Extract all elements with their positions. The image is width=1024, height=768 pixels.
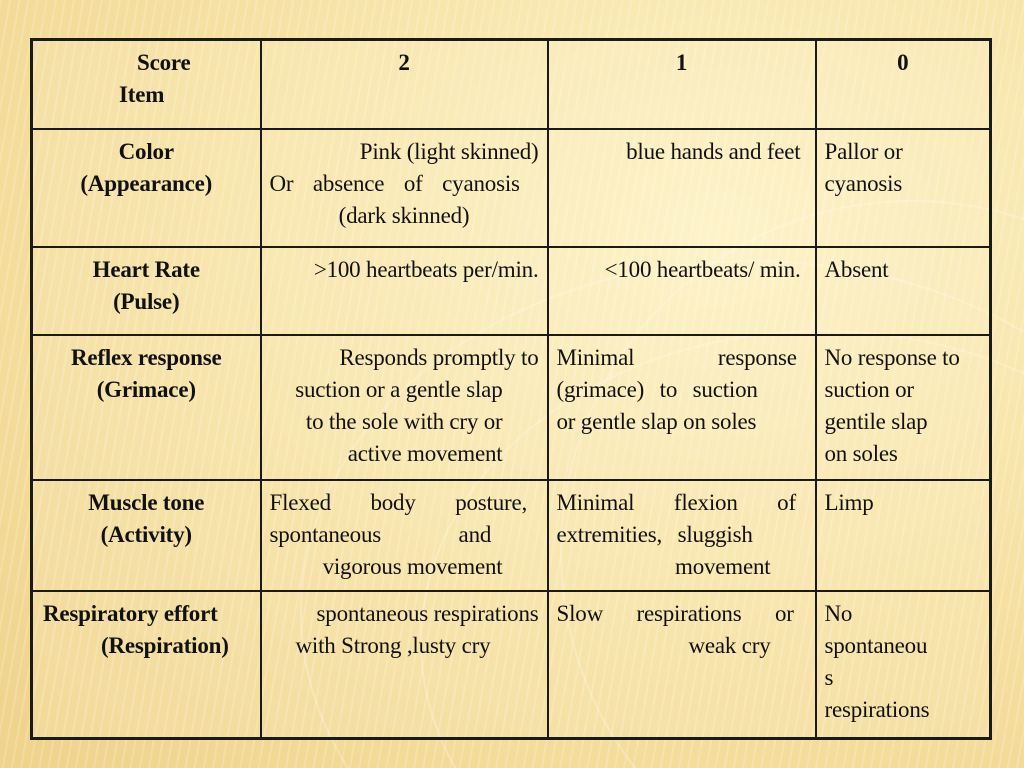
cell-respiratory-score-0 bbox=[816, 591, 991, 739]
cell-line: blue hands and feet bbox=[626, 138, 801, 164]
cell-line: spontaneou bbox=[824, 632, 928, 658]
cell-line: Slow respirations or bbox=[556, 600, 794, 626]
cell-line: to the sole with cry or bbox=[305, 408, 503, 434]
cell-line: suction or bbox=[824, 376, 914, 402]
table-row-respiratory-effort bbox=[32, 591, 991, 739]
cell-line: (dark skinned) bbox=[338, 202, 470, 228]
cell-line: Or absence of cyanosis bbox=[269, 170, 520, 196]
cell-line: cyanosis bbox=[824, 170, 903, 196]
cell-line: Limp bbox=[824, 489, 874, 515]
item-name: Color bbox=[118, 138, 174, 164]
cell-line: Minimal response bbox=[556, 344, 797, 370]
item-acronym: (Pulse) bbox=[113, 288, 180, 314]
cell-color-score-1 bbox=[548, 129, 816, 247]
cell-line: or gentle slap on soles bbox=[556, 408, 757, 434]
cell-line: suction or a gentle slap bbox=[295, 376, 503, 402]
cell-line: Pallor or bbox=[824, 138, 903, 164]
cell-reflex-score-1 bbox=[548, 335, 816, 480]
header-row bbox=[32, 40, 991, 129]
cell-color-score-2 bbox=[261, 129, 548, 247]
cell-line: (grimace) to suction bbox=[556, 376, 758, 402]
cell-heart-rate-score-2 bbox=[261, 247, 548, 335]
cell-line: <100 heartbeats/ min. bbox=[604, 256, 801, 282]
apgar-score-table bbox=[30, 38, 992, 740]
table-row-heart-rate bbox=[32, 247, 991, 335]
cell-reflex-score-0 bbox=[816, 335, 991, 480]
cell-line: extremities, sluggish bbox=[556, 521, 753, 547]
cell-respiratory-score-2 bbox=[261, 591, 548, 739]
row-header-heart-rate bbox=[32, 247, 261, 335]
cell-line: active movement bbox=[347, 440, 503, 466]
row-header-muscle-tone bbox=[32, 480, 261, 591]
cell-line: Minimal flexion of bbox=[556, 489, 796, 515]
cell-muscle-tone-score-0 bbox=[816, 480, 991, 591]
cell-heart-rate-score-0 bbox=[816, 247, 991, 335]
cell-line: vigorous movement bbox=[322, 553, 503, 579]
cell-line: No response to bbox=[824, 344, 960, 370]
item-acronym: (Activity) bbox=[100, 521, 192, 547]
cell-heart-rate-score-1 bbox=[548, 247, 816, 335]
item-name: Muscle tone bbox=[88, 489, 205, 515]
cell-line: >100 heartbeats per/min. bbox=[313, 256, 539, 282]
row-header-respiratory-effort bbox=[32, 591, 261, 739]
cell-line: Responds promptly to bbox=[339, 344, 539, 370]
row-header-color bbox=[32, 129, 261, 247]
item-acronym: (Appearance) bbox=[80, 170, 213, 196]
item-header-label: Item bbox=[119, 82, 165, 107]
corner-header-cell bbox=[32, 40, 261, 129]
cell-color-score-0 bbox=[816, 129, 991, 247]
table-row-reflex-response bbox=[32, 335, 991, 480]
score-1-header: 1 bbox=[548, 40, 816, 129]
row-header-reflex-response bbox=[32, 335, 261, 480]
cell-line: on soles bbox=[824, 440, 898, 466]
cell-line: respirations bbox=[824, 696, 930, 722]
item-name: Reflex response bbox=[70, 344, 222, 370]
cell-line: No bbox=[824, 600, 853, 626]
cell-muscle-tone-score-2 bbox=[261, 480, 548, 591]
item-acronym: (Respiration) bbox=[101, 632, 229, 658]
cell-line: gentile slap bbox=[824, 408, 928, 434]
cell-line: Pink (light skinned) bbox=[359, 138, 539, 164]
cell-reflex-score-2 bbox=[261, 335, 548, 480]
cell-muscle-tone-score-1 bbox=[548, 480, 816, 591]
cell-respiratory-score-1 bbox=[548, 591, 816, 739]
cell-line: spontaneous respirations bbox=[316, 600, 539, 626]
table-row-color bbox=[32, 129, 991, 247]
cell-line: with Strong ,lusty cry bbox=[295, 632, 491, 658]
cell-line: Flexed body posture, bbox=[269, 489, 528, 515]
item-acronym: (Grimace) bbox=[96, 376, 196, 402]
cell-line: s bbox=[824, 664, 834, 690]
score-0-header: 0 bbox=[816, 40, 991, 129]
item-name: Heart Rate bbox=[92, 256, 200, 282]
cell-line: weak cry bbox=[688, 632, 771, 658]
score-2-header: 2 bbox=[261, 40, 548, 129]
table-row-muscle-tone bbox=[32, 480, 991, 591]
cell-line: spontaneous and bbox=[269, 521, 492, 547]
cell-line: movement bbox=[675, 553, 771, 579]
item-name: Respiratory effort bbox=[43, 600, 218, 626]
score-header-label: Score bbox=[137, 50, 191, 75]
cell-line: Absent bbox=[824, 256, 889, 282]
